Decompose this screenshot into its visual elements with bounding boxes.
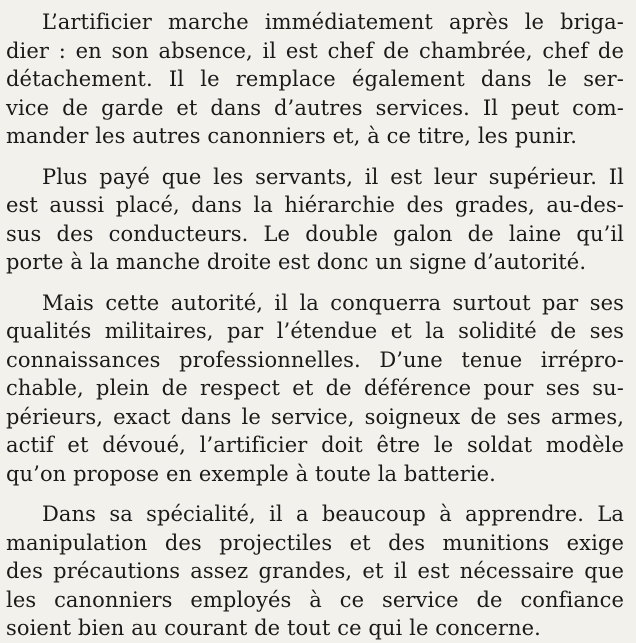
text-line: détachement. Il le remplace également dans le ser-: [6, 67, 624, 91]
text-line: Plus payé que les servants, il est leur supérieur. Il: [42, 164, 624, 189]
text-line: vice de garde et dans d’autres services. Il peut com-: [6, 95, 624, 120]
text-line: Mais cette autorité, il la conquerra surtout par ses: [42, 290, 624, 315]
text-line: est aussi placé, dans la hiérarchie des grades, au-des-: [6, 193, 624, 217]
paragraph-1: [6, 8, 624, 151]
text-line: qualités militaires, par l’étendue et la solidité de ses: [6, 319, 624, 343]
text-line: soient bien au courant de tout ce qui le concerne.: [6, 616, 541, 640]
text-line: sus des conducteurs. Le double galon de laine qu’il: [6, 221, 624, 246]
text-line: chable, plein de respect et de déférence pour ses su-: [6, 376, 624, 400]
text-line: mander les autres canonniers et, à ce titre, les punir.: [6, 124, 578, 148]
text-line: L’artificier marche immédiatement après le briga-: [42, 10, 624, 34]
text-line: porte à la manche droite est donc un signe d’autorité.: [6, 250, 587, 274]
text-line: manipulation des projectiles et des munitions exige: [6, 530, 624, 555]
text-line: dier : en son absence, il est chef de chambrée, chef de: [6, 38, 624, 63]
text-line: des précautions assez grandes, et il est nécessaire que: [6, 559, 624, 583]
text-line: connaissances professionnelles. D’une tenue irrépro-: [6, 347, 624, 372]
text-line: actif et dévoué, l’artificier doit être le soldat modèle: [6, 433, 624, 457]
paragraph-4: [6, 500, 624, 643]
text-line: les canonniers employés à ce service de confiance: [6, 587, 624, 612]
text-line: Dans sa spécialité, il a beaucoup à apprendre. La: [42, 502, 624, 526]
paragraph-3: [6, 289, 624, 489]
text-line: qu’on propose en exemple à toute la batterie.: [6, 461, 496, 486]
paragraph-2: [6, 163, 624, 277]
text-line: périeurs, exact dans le service, soigneux de ses armes,: [6, 404, 624, 429]
